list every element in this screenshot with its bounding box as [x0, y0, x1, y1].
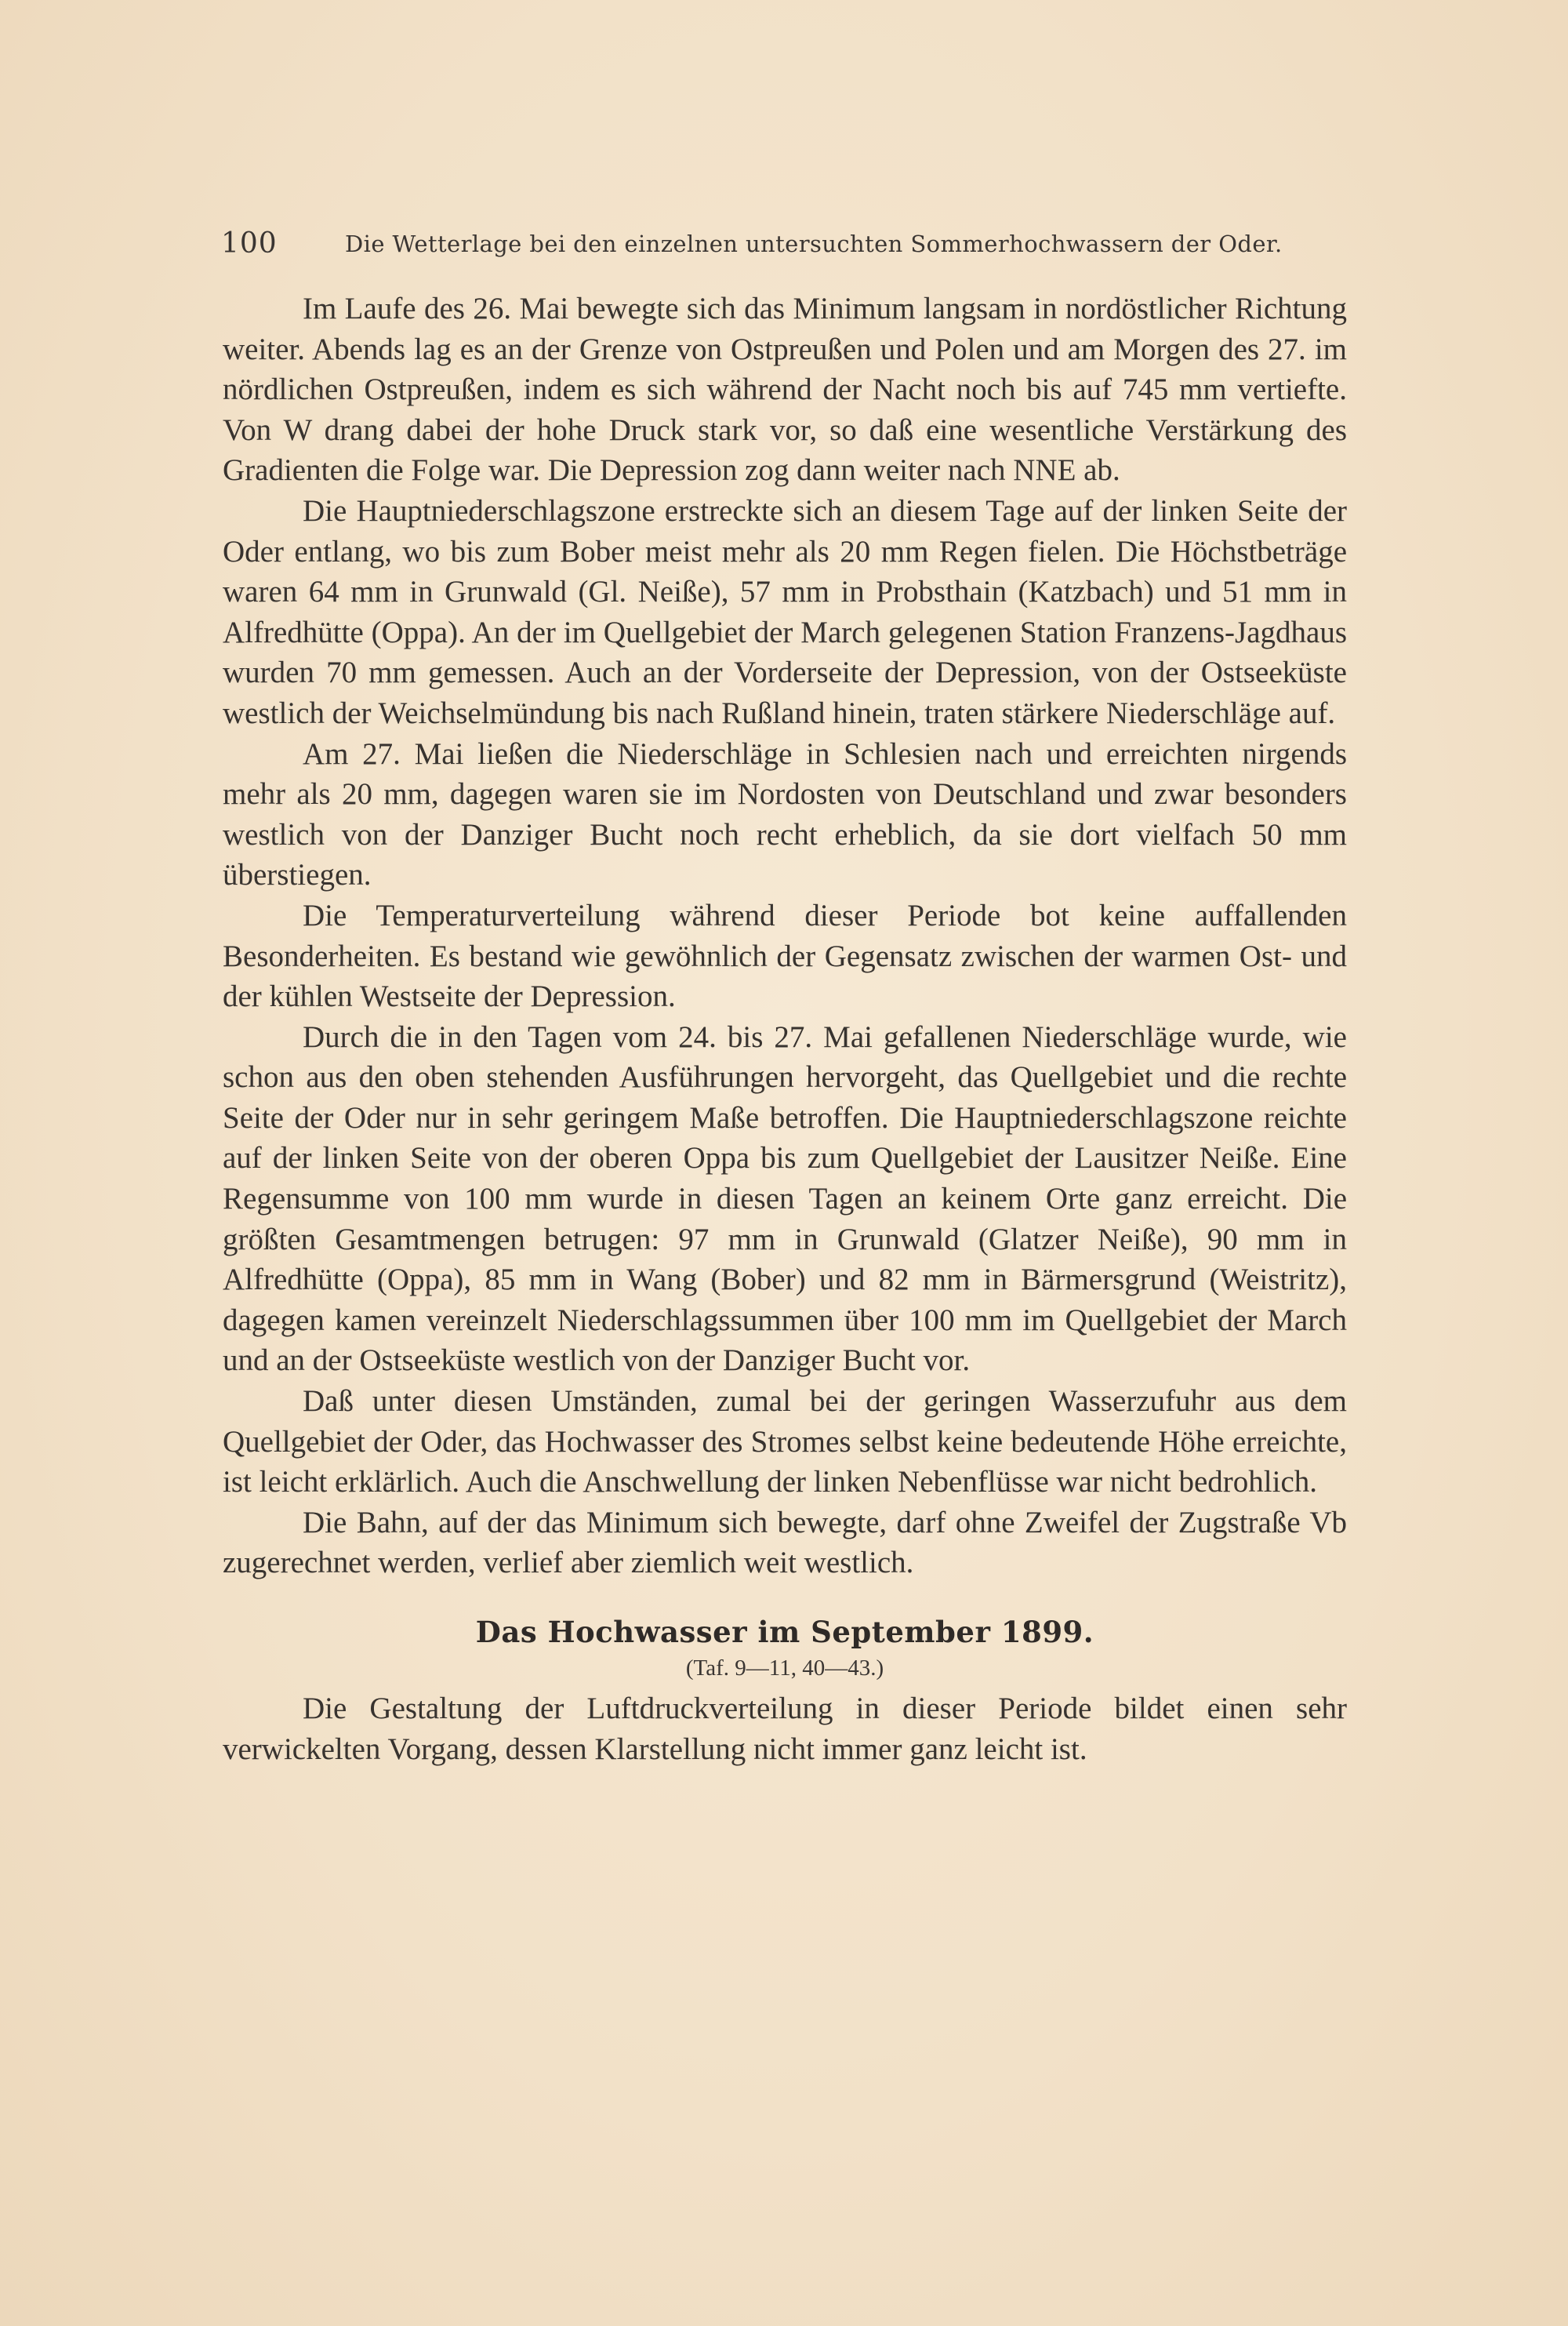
- section-paragraph-1: Die Gestaltung der Luftdruckverteilung in dieser Periode bildet einen sehr verwickelten Vorgang, dessen Klarstellung nicht immer ganz leicht ist.: [223, 1692, 1347, 1766]
- paragraph-7: Die Bahn, auf der das Minimum sich bewegte, darf ohne Zweifel der Zugstraße Vb zugerechnet werden, verlief aber ziemlich weit westlich.: [223, 1505, 1347, 1580]
- paragraph-6: Daß unter diesen Umständen, zumal bei der geringen Wasserzufuhr aus dem Quellgebiet der Oder, das Hochwasser des Stromes selbst keine bedeutende Höhe erreichte, ist leicht erklärlich. Auch die Anschwellung der linken Nebenflüsse war nicht bedrohlich.: [223, 1384, 1347, 1499]
- page-number: 100: [221, 227, 278, 260]
- page-header: [221, 224, 1348, 263]
- paragraph-4: Die Temperaturverteilung während dieser Periode bot keine auffallenden Besonderheiten. Es bestand wie gewöhnlich der Gegensatz zwischen der warmen Ost- und der kühlen Westseite der Depression.: [223, 898, 1347, 1014]
- section-subheading: (Taf. 9—11, 40—43.): [685, 1655, 884, 1681]
- body-text: [223, 289, 1347, 1769]
- paragraph-5: Durch die in den Tagen vom 24. bis 27. Mai gefallenen Niederschläge wurde, wie schon aus den oben stehenden Ausführungen hervorgeht, das Quellgebiet und die rechte Seite der Oder nur in sehr geringem Maße betroffen. Die Hauptniederschlagszone reichte auf der linken Seite von der oberen Oppa bis zum Quellgebiet der Lausitzer Neiße. Eine Regensumme von 100 mm wurde in diesen Tagen an keinem Orte ganz erreicht. Die größten Gesamtmengen betrugen: 97 mm in Grunwald (Glatzer Neiße), 90 mm in Alfredhütte (Oppa), 85 mm in Wang (Bober) und 82 mm in Bärmersgrund (Weistritz), dagegen kamen vereinzelt Niederschlagssummen über 100 mm im Quellgebiet der March und an der Ostseeküste westlich von der Danziger Bucht vor.: [223, 1019, 1347, 1378]
- paragraph-1: Im Laufe des 26. Mai bewegte sich das Minimum langsam in nordöstlicher Richtung weiter. Abends lag es an der Grenze von Ostpreußen und Polen und am Morgen des 27. im nördlichen Ostpreußen, indem es sich während der Nacht noch bis auf 745 mm vertiefte. Von W drang dabei der hohe Druck stark vor, so daß eine wesentliche Verstärkung des Gradienten die Folge war. Die Depression zog dann weiter nach NNE ab.: [223, 292, 1347, 488]
- section-heading: Das Hochwasser im September 1899.: [475, 1615, 1094, 1649]
- paragraph-2: Die Hauptniederschlagszone erstreckte sich an diesem Tage auf der linken Seite der Oder entlang, wo bis zum Bober meist mehr als 20 mm Regen fielen. Die Höchstbeträge waren 64 mm in Grunwald (Gl. Neiße), 57 mm in Probsthain (Katzbach) und 51 mm in Alfredhütte (Oppa). An der im Quellgebiet der March gelegenen Station Franzens-Jagdhaus wurden 70 mm gemessen. Auch an der Vorderseite der Depression, von der Ostseeküste westlich der Weichselmündung bis nach Rußland hinein, traten stärkere Niederschläge auf.: [223, 493, 1347, 730]
- running-title: Die Wetterlage bei den einzelnen untersuchten Sommerhochwassern der Oder.: [345, 231, 1283, 257]
- paragraph-3: Am 27. Mai ließen die Niederschläge in Schlesien nach und erreichten nirgends mehr als 20 mm, dagegen waren sie im Nordosten von Deutschland und zwar besonders westlich von der Danziger Bucht noch recht erheblich, da sie dort vielfach 50 mm überstiegen.: [223, 736, 1347, 892]
